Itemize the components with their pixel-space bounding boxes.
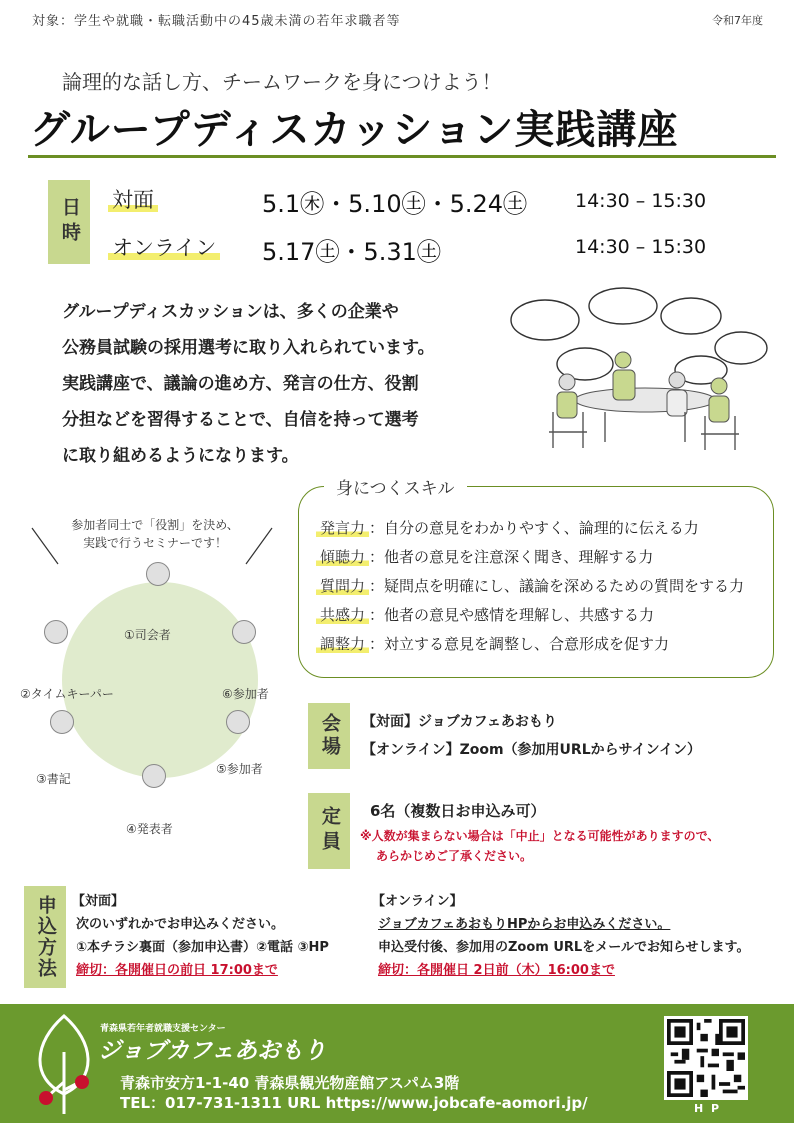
capacity-label: 定員 <box>308 793 350 869</box>
target-audience: 対象：学生や就職・転職活動中の45歳未満の若年求職者等 <box>32 14 401 29</box>
roles-circle <box>62 582 258 778</box>
apply-inperson: 【対面】 次のいずれかでお申込みください。 ①本チラシ裏面（参加申込書）②電話 ③HP 締切：各開催日の前日 17:00まで <box>72 894 329 978</box>
role-secretary: ③書記 <box>36 772 71 786</box>
capacity-note: ※人数が集まらない場合は「中止」となる可能性がありますので、 あらかじめご了承ください。 <box>360 829 720 863</box>
participant-6-icon <box>232 620 256 644</box>
participant-5-icon <box>226 710 250 734</box>
org-name: ジョブカフェあおもり <box>98 1038 327 1064</box>
venue-label: 会場 <box>308 703 350 769</box>
skill-item: 発言力 ：自分の意見をわかりやすく、論理的に伝える力 <box>316 514 744 543</box>
role-presenter: ④発表者 <box>126 822 173 836</box>
qr-label: H P <box>694 1102 722 1115</box>
intro-text: グループディスカッションは、多くの企業や 公務員試験の採用選考に取り入れられています。 実践講座で、議論の進め方、発言の仕方、役割 分担などを習得することで、自信を持って選考 に取り組めるようになります。 <box>62 302 435 466</box>
role-participant-6: ⑥参加者 <box>222 687 269 701</box>
schedule-dates-online: 5.17㊏・5.31㊏ <box>262 238 441 266</box>
contact: TEL：017-731-1311 URL https://www.jobcafe-aomori.jp/ <box>120 1094 588 1112</box>
title-underline <box>28 155 776 158</box>
skill-item: 共感力 ：他者の意見や感情を理解し、共感する力 <box>316 601 744 630</box>
role-moderator: ①司会者 <box>124 628 171 642</box>
moderator-icon <box>146 562 170 586</box>
apply-label: 申込方法 <box>24 886 66 988</box>
skill-item: 質問力 ：疑問点を明確にし、議論を深めるための質問をする力 <box>316 572 744 601</box>
qr-code[interactable] <box>664 1016 748 1100</box>
capacity-text: 6名（複数日お申込み可） <box>370 802 546 820</box>
venue-text: 【対面】ジョブカフェあおもり 【オンライン】Zoom（参加用URLからサインイン） <box>362 714 701 758</box>
skills-heading: 身につくスキル <box>324 474 467 499</box>
logo-leaf-icon <box>24 1012 104 1116</box>
schedule-time-inperson: 14:30 – 15:30 <box>575 190 707 212</box>
skill-item: 調整力 ：対立する意見を調整し、合意形成を促す力 <box>316 630 744 659</box>
address: 青森市安方1-1-40 青森県観光物産館アスパム3階 <box>120 1074 460 1092</box>
org-small: 青森県若年者就職支援センター <box>100 1024 226 1034</box>
role-participant-5: ⑤参加者 <box>216 762 263 776</box>
discussion-illustration <box>505 282 770 454</box>
roles-diagram <box>20 520 300 840</box>
page-title: グループディスカッション実践講座 <box>30 107 679 153</box>
schedule-time-online: 14:30 – 15:30 <box>575 236 707 258</box>
schedule-label: 日時 <box>48 180 90 264</box>
secretary-icon <box>50 710 74 734</box>
skill-item: 傾聴力 ：他者の意見を注意深く聞き、理解する力 <box>316 543 744 572</box>
schedule-mode-online: オンライン <box>108 232 220 262</box>
subtitle: 論理的な話し方、チームワークを身につけよう！ <box>62 70 502 94</box>
schedule-mode-inperson: 対面 <box>108 184 158 214</box>
roles-caption: 参加者同士で「役割」を決め、 実践で行うセミナーです！ <box>71 518 239 550</box>
apply-online: 【オンライン】 ジョブカフェあおもりHPからお申込みください。 申込受付後、参加用のZoom URLをメールでお知らせします。 締切：各開催日 2日前（木）16:00まで <box>372 894 750 978</box>
fiscal-year: 令和7年度 <box>712 14 763 27</box>
presenter-icon <box>142 764 166 788</box>
timekeeper-icon <box>44 620 68 644</box>
skills-list <box>316 514 744 659</box>
schedule-dates-inperson: 5.1㊍・5.10㊏・5.24㊏ <box>262 190 528 218</box>
role-timekeeper: ②タイムキーパー <box>20 687 114 701</box>
